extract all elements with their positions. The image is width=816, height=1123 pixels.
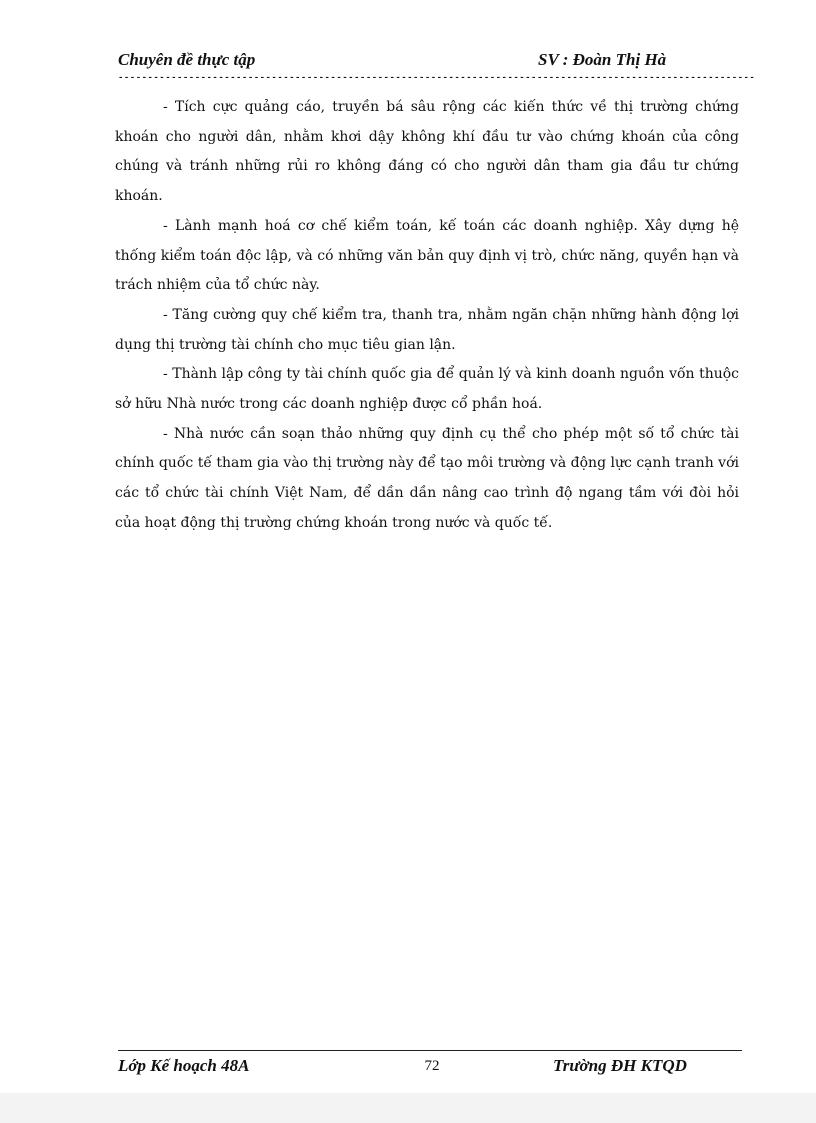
page-bottom-band bbox=[0, 1093, 816, 1123]
header-author: SV : Đoàn Thị Hà bbox=[538, 50, 667, 69]
paragraph-advertising: - Tích cực quảng cáo, truyền bá sâu rộng các kiến thức về thị trường chứng khoán cho người dân, nhằm khơi dậy không khí đầu tư vào chứng khoán của công chúng và tránh những rủi ro không đáng có cho người dân tham gia đầu tư chứng khoán. bbox=[115, 99, 739, 205]
document-body bbox=[115, 93, 739, 539]
page-number: 72 bbox=[424, 1058, 440, 1074]
footer-school: Trường ĐH KTQD bbox=[553, 1056, 687, 1075]
footer-rule bbox=[118, 1050, 742, 1051]
header-title: Chuyên đề thực tập bbox=[118, 50, 256, 69]
paragraph-state-finance-company: - Thành lập công ty tài chính quốc gia để quản lý và kinh doanh nguồn vốn thuộc sở hữu Nhà nước trong các doanh nghiệp được cổ phần hoá. bbox=[115, 366, 739, 413]
paragraph-inspection: - Tăng cường quy chế kiểm tra, thanh tra, nhằm ngăn chặn những hành động lợi dụng thị trường tài chính cho mục tiêu gian lận. bbox=[115, 306, 739, 353]
header-dashed-rule: ------------------------------------------------------------------------------------------------------------ bbox=[118, 73, 756, 83]
page-header bbox=[118, 50, 740, 74]
footer-class: Lớp Kế hoạch 48A bbox=[118, 1056, 250, 1075]
paragraph-audit-reform: - Lành mạnh hoá cơ chế kiểm toán, kế toán các doanh nghiệp. Xây dựng hệ thống kiểm toán độc lập, và có những văn bản quy định vị trò, chức năng, quyền hạn và trách nhiệm của tổ chức này. bbox=[115, 217, 739, 294]
paragraph-international-participation: - Nhà nước cần soạn thảo những quy định cụ thể cho phép một số tổ chức tài chính quốc tế tham gia vào thị trường này để tạo môi trường và động lực cạnh tranh với các tổ chức tài chính Việt Nam, để dần dần nâng cao trình độ ngang tầm với đòi hỏi của hoạt động thị trường chứng khoán trong nước và quốc tế. bbox=[115, 425, 739, 531]
